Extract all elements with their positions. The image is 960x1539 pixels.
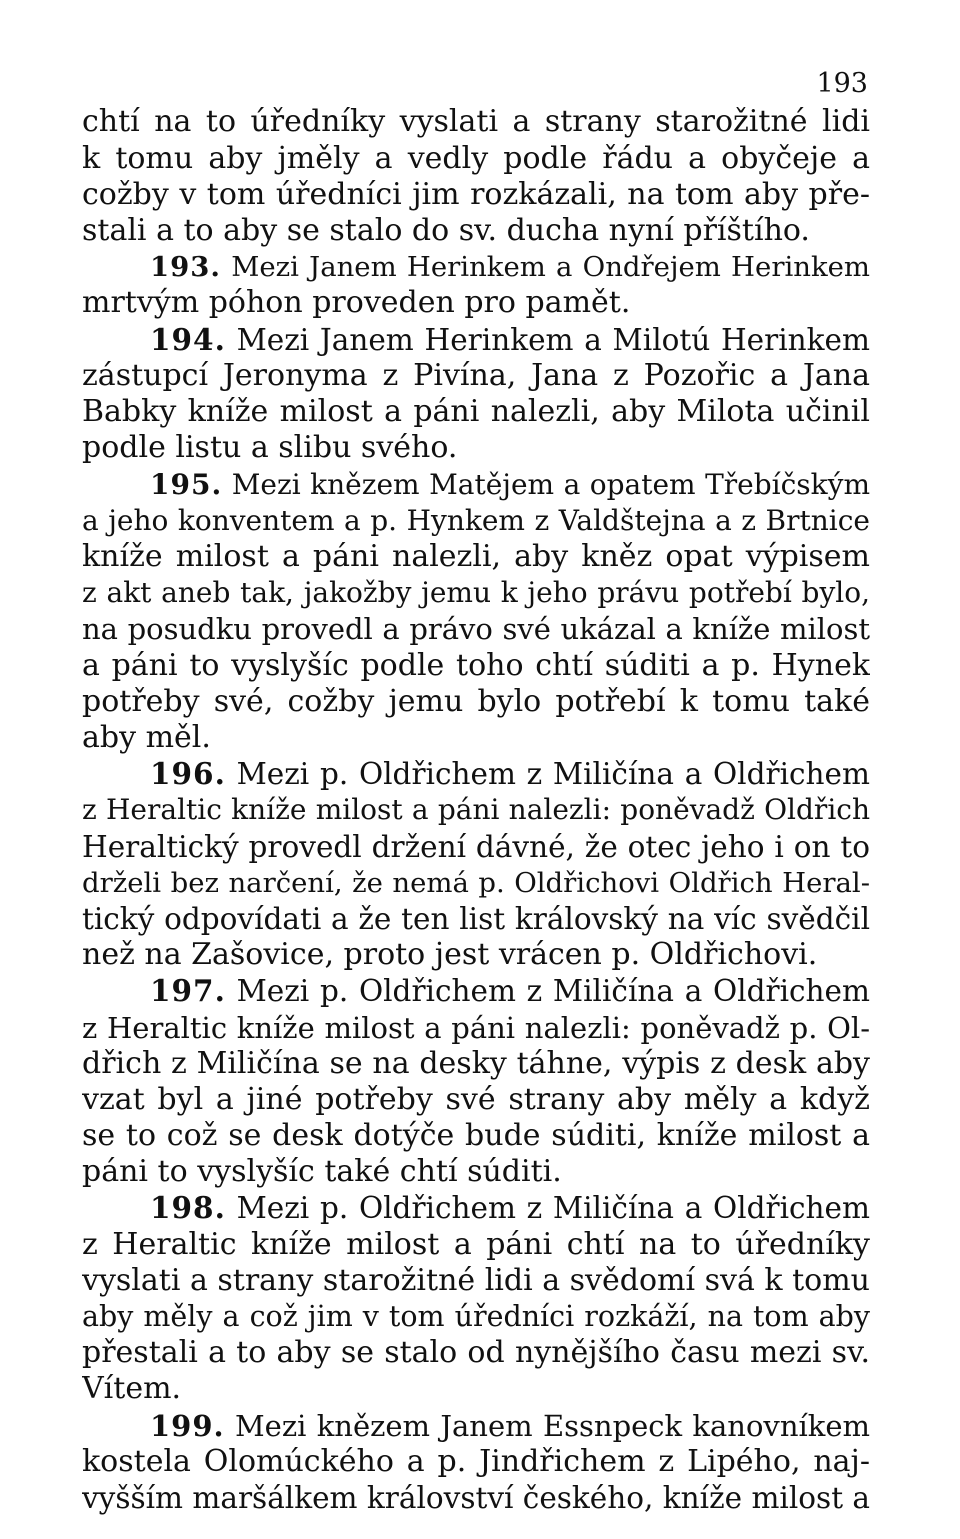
- line-text: z akt aneb tak, jakožby jemu k jeho právu potřebí bylo,: [82, 576, 870, 609]
- entry-number: 199.: [150, 1409, 225, 1443]
- entry-number: 194.: [150, 322, 226, 357]
- entry-number: 195.: [150, 468, 223, 501]
- line-text: Heraltický provedl držení dávné, že otec jeho i on to: [82, 830, 870, 864]
- line-text: na posudku provedl a právo své ukázal a kníže milost: [82, 612, 870, 646]
- text-line: [82, 575, 870, 611]
- line-text: tický odpovídati a že ten list královský na víc svědčil: [82, 902, 870, 936]
- text-line: [82, 611, 870, 647]
- text-line: [82, 720, 870, 756]
- text-line: [82, 1227, 870, 1263]
- line-text: cožby v tom úředníci jim rozkázali, na tom aby pře-: [82, 177, 870, 212]
- text-line: [82, 177, 870, 213]
- line-text: aby měl.: [82, 720, 211, 755]
- text-line: [82, 937, 870, 973]
- text-line: [82, 792, 870, 828]
- line-text: přestali a to aby se stalo od nynějšího času mezi sv.: [82, 1335, 870, 1370]
- text-line: [82, 684, 870, 720]
- line-text: podle listu a slibu svého.: [82, 430, 458, 465]
- text-line: [82, 1154, 870, 1190]
- text-line: [82, 1118, 870, 1154]
- line-text: a páni to vyslyšíc podle toho chtí súditi a p. Hynek: [82, 648, 870, 683]
- entry-first-line: [150, 973, 870, 1009]
- text-line: [82, 1082, 870, 1118]
- line-text: Mezi Janem Herinkem a Ondřejem Herinkem: [231, 251, 870, 283]
- text-line: [82, 430, 870, 466]
- text-line: [82, 1263, 870, 1299]
- entry-number: 196.: [150, 756, 226, 791]
- line-text: potřeby své, cožby jemu bylo potřebí k tomu také: [82, 684, 870, 719]
- line-text: k tomu aby jměly a vedly podle řádu a obyčeje a: [82, 141, 870, 176]
- text-line: [82, 1010, 870, 1046]
- text-line: [82, 1480, 870, 1516]
- line-text: Mezi knězem Matějem a opatem Třebíčským: [231, 468, 870, 501]
- text-line: [82, 539, 870, 575]
- text-line: [82, 104, 870, 140]
- text-line: [82, 1444, 870, 1480]
- entry-first-line: [150, 467, 870, 503]
- line-text: vyšším maršálkem království českého, kníže milost a: [82, 1481, 870, 1515]
- line-text: kníže milost a páni nalezli, aby kněz opat výpisem: [82, 539, 870, 574]
- line-text: stali a to aby se stalo do sv. ducha nyní příštího.: [82, 213, 810, 248]
- entry-number: 198.: [150, 1190, 226, 1225]
- line-text: z Heraltic kníže milost a páni nalezli: poněvadž Oldřich: [82, 793, 870, 826]
- line-text: a jeho konventem a p. Hynkem z Valdštejna a z Brtnice: [82, 504, 870, 537]
- line-text: Mezi knězem Janem Essnpeck kanovníkem: [234, 1409, 870, 1443]
- line-text: chtí na to úředníky vyslati a strany starožitné lidi: [82, 104, 870, 139]
- line-text: Mezi Janem Herinkem a Milotú Herinkem: [236, 323, 870, 357]
- entry-first-line: [150, 756, 870, 792]
- page-number: 193: [816, 68, 868, 99]
- text-line: [82, 213, 870, 249]
- entry-first-line: [150, 1190, 870, 1226]
- text-line: [82, 829, 870, 865]
- line-text: z Heraltic kníže milost a páni chtí na to úředníky: [82, 1227, 870, 1262]
- entry-number: 197.: [150, 973, 226, 1008]
- text-line: [82, 901, 870, 937]
- line-text: aby měly a což jim v tom úředníci rozkáží, na tom aby: [82, 1300, 870, 1333]
- entry-first-line: [150, 322, 870, 358]
- entry-number: 193.: [150, 251, 221, 283]
- line-text: Vítem.: [82, 1371, 182, 1406]
- entry-first-line: [150, 1408, 870, 1444]
- line-text: Mezi p. Oldřichem z Miličína a Oldřichem: [236, 1191, 870, 1225]
- line-text: mrtvým póhon proveden pro pamět.: [82, 285, 631, 320]
- text-line: [82, 1335, 870, 1371]
- line-text: Babky kníže milost a páni nalezli, aby Milota učinil: [82, 394, 870, 429]
- text-line: [82, 285, 870, 321]
- entry-first-line: [150, 249, 870, 285]
- text-line: [82, 1299, 870, 1335]
- line-text: z Heraltic kníže milost a páni nalezli: poněvadž p. Ol-: [82, 1011, 870, 1045]
- line-text: kostela Olomúckého a p. Jindřichem z Lipého, naj-: [82, 1444, 870, 1479]
- text-line: [82, 394, 870, 430]
- line-text: Mezi p. Oldřichem z Miličína a Oldřichem: [236, 757, 870, 791]
- line-text: se to což se desk dotýče bude súditi, kníže milost a: [82, 1118, 870, 1153]
- line-text: než na Zašovice, proto jest vrácen p. Oldřichovi.: [82, 937, 818, 972]
- text-line: [82, 141, 870, 177]
- text-line: [82, 358, 870, 394]
- text-line: [82, 648, 870, 684]
- line-text: vyslati a strany starožitné lidi a svědomí svá k tomu: [82, 1263, 870, 1298]
- line-text: zástupcí Jeronyma z Pivína, Jana z Pozořic a Jana: [82, 358, 870, 393]
- line-text: dřich z Miličína se na desky táhne, výpis z desk aby: [82, 1046, 870, 1081]
- line-text: Mezi p. Oldřichem z Miličína a Oldřichem: [236, 974, 870, 1008]
- text-line: [82, 503, 870, 539]
- text-line: [82, 1371, 870, 1407]
- text-line: [82, 1046, 870, 1082]
- line-text: drželi bez narčení, že nemá p. Oldřichovi Oldřich Heral-: [82, 867, 870, 899]
- line-text: vzat byl a jiné potřeby své strany aby měly a když: [82, 1082, 870, 1117]
- line-text: páni to vyslyšíc také chtí súditi.: [82, 1154, 562, 1189]
- text-line: [82, 865, 870, 901]
